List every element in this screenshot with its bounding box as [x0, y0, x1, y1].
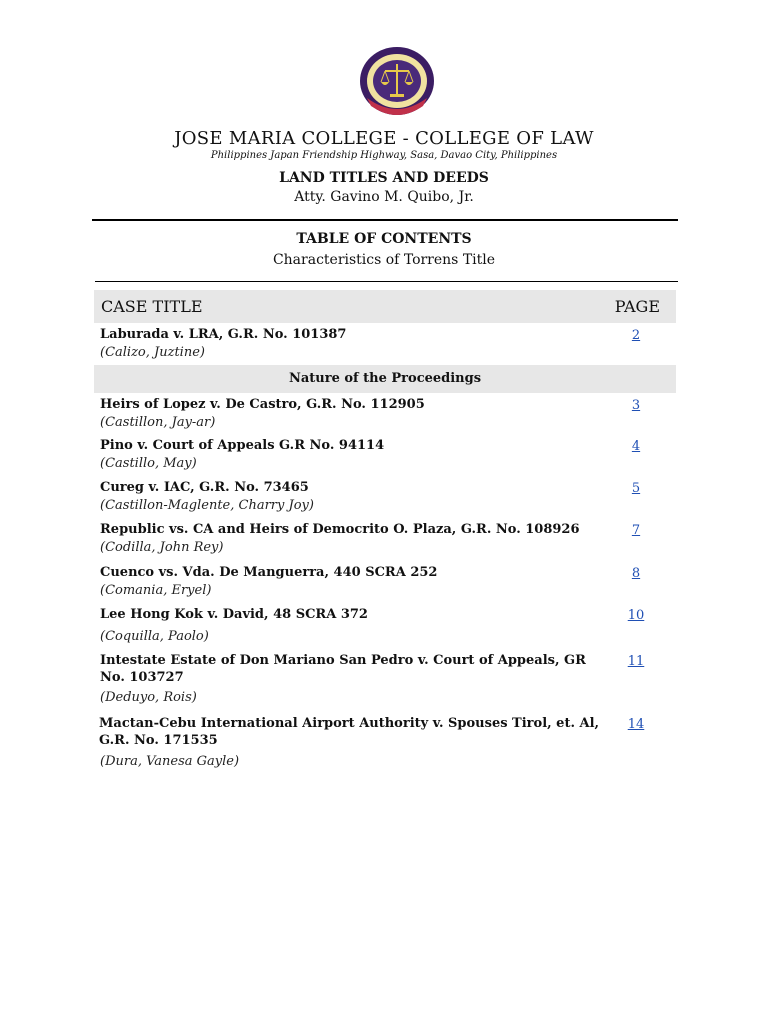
school-name: JOSE MARIA COLLEGE - COLLEGE OF LAW — [174, 128, 594, 149]
case-title: Heirs of Lopez v. De Castro, G.R. No. 112905 — [100, 397, 425, 412]
toc-heading: TABLE OF CONTENTS — [296, 231, 472, 247]
course-title: LAND TITLES AND DEEDS — [279, 170, 489, 186]
header-divider — [92, 219, 678, 221]
case-title: Intestate Estate of Don Mariano San Pedro v. Court of Appeals, GR No. 103727 — [100, 653, 586, 685]
case-author: (Dura, Vanesa Gayle) — [100, 754, 240, 769]
page-link[interactable]: 4 — [631, 439, 641, 454]
page-link[interactable]: 7 — [631, 523, 641, 538]
case-title: Lee Hong Kok v. David, 48 SCRA 372 — [100, 607, 368, 622]
case-author: (Castillo, May) — [100, 456, 197, 471]
case-title: Cureg v. IAC, G.R. No. 73465 — [100, 480, 309, 495]
page-link[interactable]: 8 — [631, 566, 641, 581]
table-header — [94, 290, 676, 323]
column-header-page: PAGE — [614, 297, 660, 316]
case-title: Cuenco vs. Vda. De Manguerra, 440 SCRA 252 — [100, 565, 438, 580]
contents-table — [94, 290, 676, 769]
case-title: Mactan-Cebu International Airport Authority v. Spouses Tirol, et. Al, G.R. No. 171535 — [99, 716, 600, 748]
column-header-case-title: CASE TITLE — [101, 297, 203, 316]
college-seal-logo — [357, 44, 437, 119]
page-link[interactable]: 2 — [631, 328, 641, 343]
school-address: Philippines Japan Friendship Highway, Sasa, Davao City, Philippines — [210, 150, 558, 161]
case-author: (Calizo, Juztine) — [100, 345, 205, 360]
case-title: Laburada v. LRA, G.R. No. 101387 — [100, 327, 347, 342]
page-link[interactable]: 5 — [631, 481, 641, 496]
case-author: (Coquilla, Paolo) — [100, 629, 209, 644]
case-title: Pino v. Court of Appeals G.R No. 94114 — [100, 438, 385, 453]
professor-name: Atty. Gavino M. Quibo, Jr. — [294, 189, 474, 205]
page-link[interactable]: 10 — [627, 608, 645, 623]
case-author: (Deduyo, Rois) — [100, 690, 197, 705]
page-link[interactable]: 3 — [631, 398, 641, 413]
section-heading: Nature of the Proceedings — [94, 365, 676, 393]
case-author: (Castillon, Jay-ar) — [100, 415, 216, 430]
case-title: Republic vs. CA and Heirs of Democrito O. Plaza, G.R. No. 108926 — [100, 522, 580, 537]
toc-topic: Characteristics of Torrens Title — [272, 252, 496, 268]
page-link[interactable]: 14 — [627, 717, 645, 732]
case-author: (Comania, Eryel) — [100, 583, 212, 598]
toc-divider — [95, 281, 678, 282]
case-author: (Codilla, John Rey) — [100, 540, 224, 555]
page-link[interactable]: 11 — [627, 654, 645, 669]
case-author: (Castillon-Maglente, Charry Joy) — [100, 498, 314, 513]
